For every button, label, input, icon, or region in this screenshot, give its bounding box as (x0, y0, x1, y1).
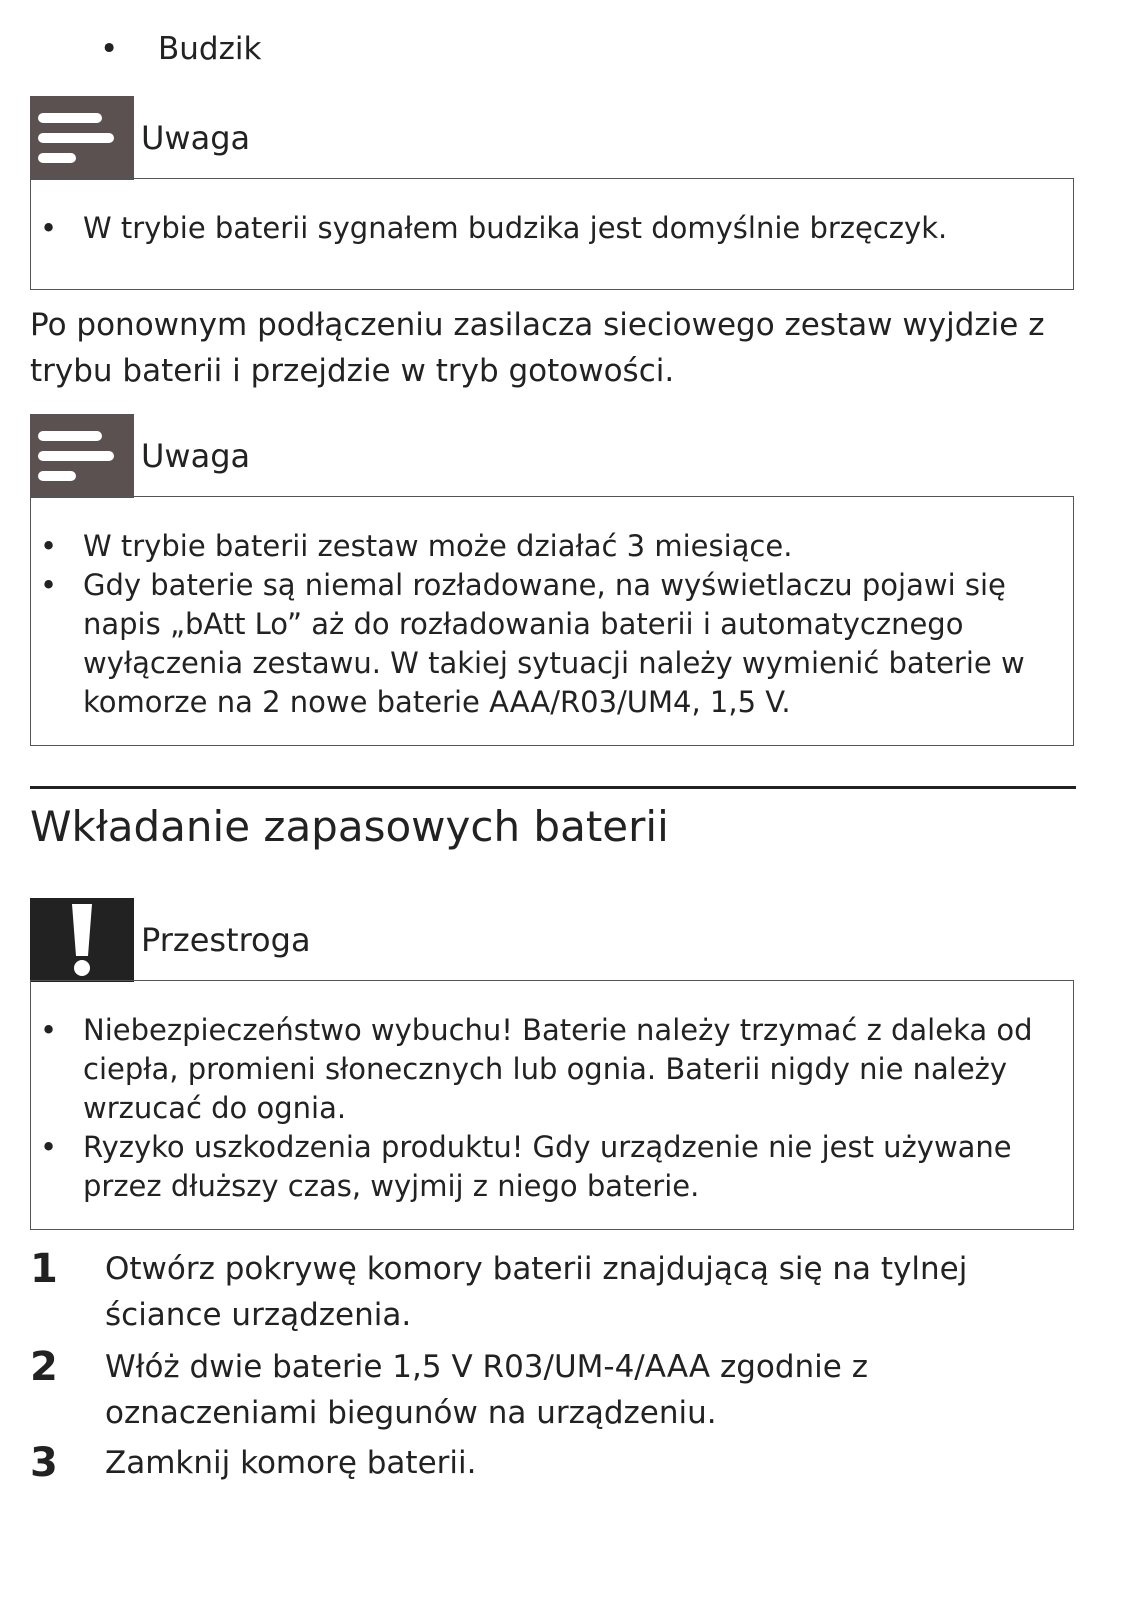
note-item: • W trybie baterii zestaw może działać 3 miesiące. (31, 527, 1063, 566)
caution-item: • Ryzyko uszkodzenia produktu! Gdy urządzenie nie jest używane przez dłuższy czas, wyjmij z niego baterie. (31, 1128, 1063, 1206)
note-content (30, 178, 1074, 290)
note-item: • W trybie baterii sygnałem budzika jest domyślnie brzęczyk. (31, 209, 1063, 248)
step-number: 2 (30, 1344, 58, 1390)
bullet-label: Budzik (158, 31, 262, 67)
caution-title: Przestroga (141, 921, 311, 959)
step-text: Włóż dwie baterie 1,5 V R03/UM-4/AAA zgodnie z oznaczeniami biegunów na urządzeniu. (105, 1349, 868, 1431)
step-number: 1 (30, 1246, 58, 1292)
note-item: • Gdy baterie są niemal rozładowane, na wyświetlaczu pojawi się napis „bAtt Lo” aż do rozładowania baterii i automatycznego wyłączenia zestawu. W takiej sytuacji należy wymienić baterie w komorze na 2 nowe baterie AAA/R03/UM4, 1,5 V. (31, 566, 1063, 722)
note-content (30, 496, 1074, 746)
note-title: Uwaga (141, 437, 251, 475)
section-divider (30, 786, 1076, 789)
note-title: Uwaga (141, 119, 251, 157)
body-paragraph: Po ponownym podłączeniu zasilacza sieciowego zestaw wyjdzie z trybu baterii i przejdzie w tryb gotowości. (30, 307, 1045, 389)
caution-item: • Niebezpieczeństwo wybuchu! Baterie należy trzymać z daleka od ciepła, promieni słonecznych lub ognia. Baterii nigdy nie należy wrzucać do ognia. (31, 1011, 1063, 1128)
step-text: Otwórz pokrywę komory baterii znajdującą się na tylnej ściance urządzenia. (105, 1251, 968, 1333)
exclamation-icon (30, 898, 134, 982)
bullet-dot: • (100, 31, 119, 67)
note-lines-icon (30, 414, 134, 498)
section-heading: Wkładanie zapasowych baterii (30, 802, 669, 851)
note-lines-icon (30, 96, 134, 180)
caution-content (30, 980, 1074, 1230)
step-text: Zamknij komorę baterii. (105, 1445, 477, 1481)
step-number: 3 (30, 1440, 58, 1486)
